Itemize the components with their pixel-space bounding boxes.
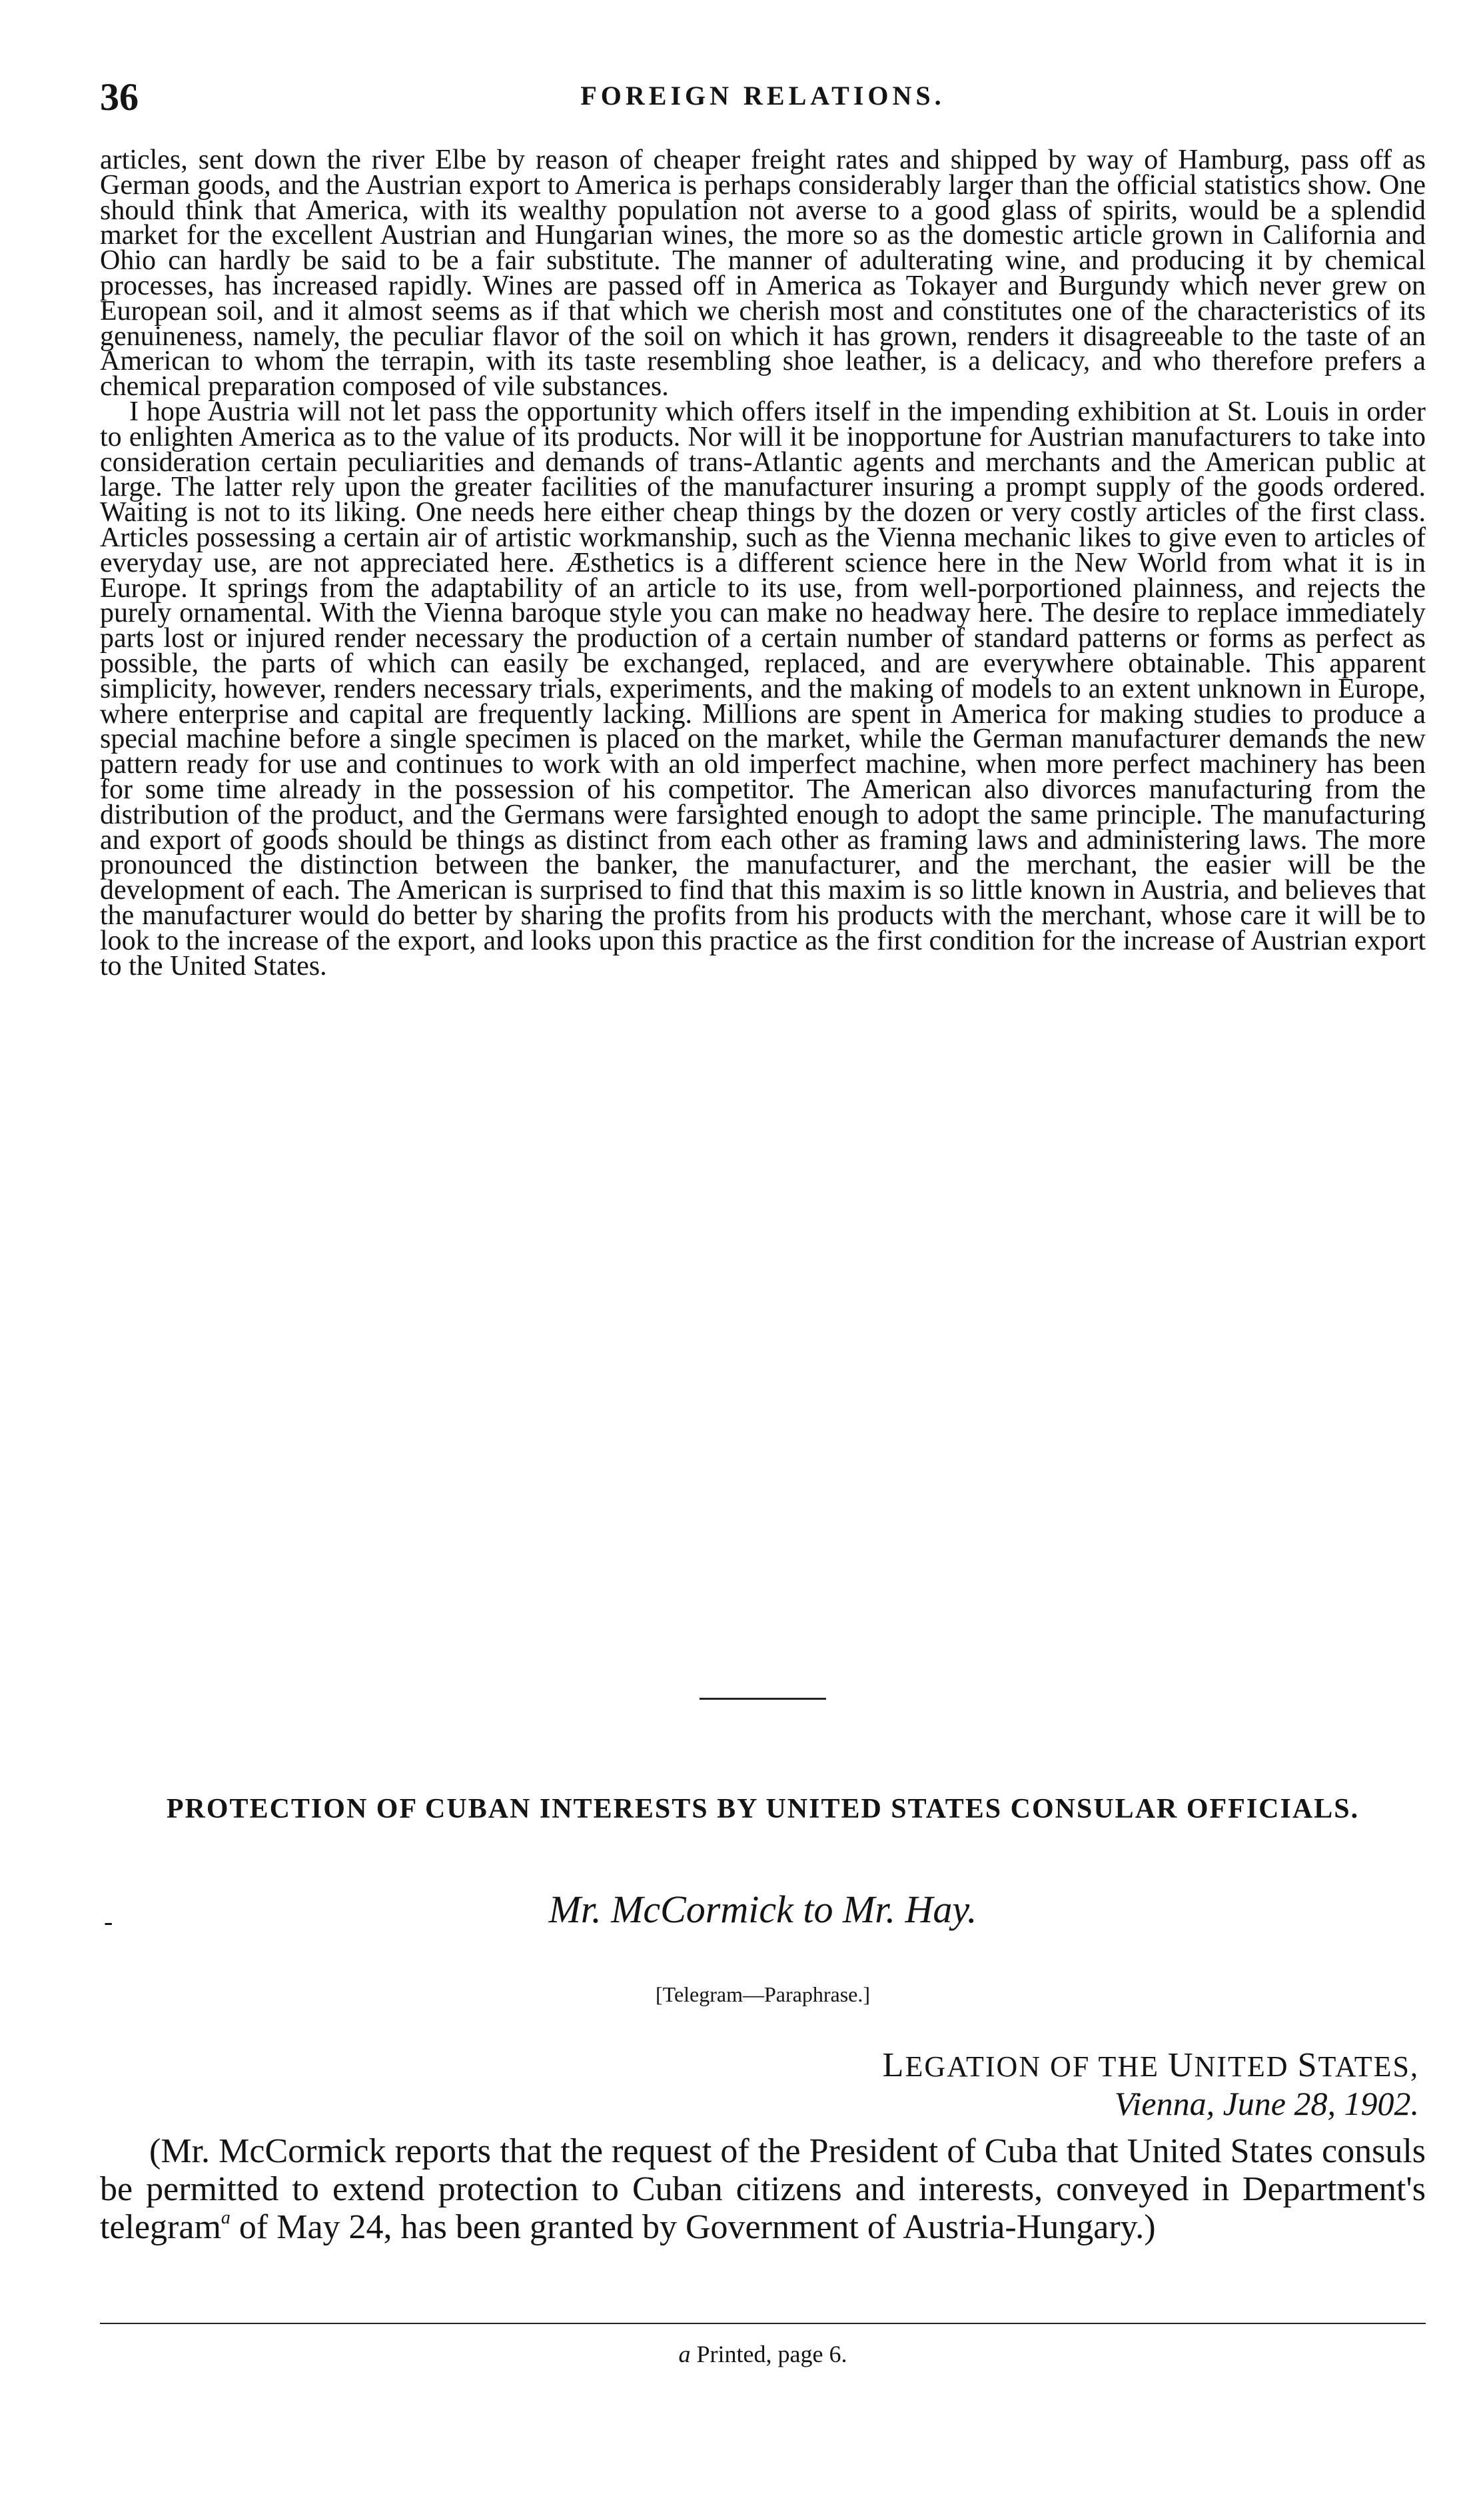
footnote-mark: a: [678, 2341, 691, 2367]
document-page: [100, 0, 1426, 2520]
document-type-note: [Telegram—Paraphrase.]: [655, 1982, 871, 2006]
body-paragraph-2: I hope Austria will not let pass the opportunity which offers itself in the impending exhibition at St. Louis in order to enlighten America as to the value of its products. Nor will it be inopportune for Austrian manufacturers to take into consideration certain peculiarities and demands of trans-Atlantic agents and merchants and the American public at large. The latter rely upon the greater facilities of the manufacturer insuring a prompt supply of the goods ordered. Waiting is not to its liking. One needs here either cheap things by the dozen or very costly articles of the first class. Articles possessing a certain air of artistic workmanship, such as the Vienna mechanic likes to give even to articles of everyday use, are not appreciated here. Æsthetics is a different science here in the New World from what it is in Europe. It springs from the adaptability of an article to its use, from well-porportioned plainness, and rejects the purely ornamental. With the Vienna baroque style you can make no headway here. The desire to replace immediately parts lost or injured render necessary the production of a certain number of standard patterns or forms as perfect as possible, the parts of which can easily be exchanged, replaced, and are everywhere obtainable. This apparent simplicity, however, renders necessary trials, experiments, and the making of models to an extent unknown in Europe, where enterprise and capital are frequently lacking. Millions are spent in America for making studies to produce a special machine before a single specimen is placed on the market, while the German manufacturer demands the new pattern ready for use and continues to work with an old imperfect machine, when more perfect machinery has been for some time already in the possession of his competitor. The American also divorces manufacturing from the distribution of the product, and the Germans were farsighted enough to adopt the same principle. The manufacturing and export of goods should be things as distinct from each other as framing laws and administering laws. The more pronounced the distinction between the banker, the manufacturer, and the merchant, the easier will be the development of each. The American is surprised to find that this maxim is so little known in Austria, and believes that the manufacturer would do better by sharing the profits from his products with the merchant, whose care it will be to look to the increase of the export, and looks upon this practice as the first condition for the increase of Austrian export to the United States.: [100, 396, 1426, 981]
section-divider: [700, 1698, 826, 1700]
correspondents-line: Mr. McCormick to Mr. Hay.: [548, 1888, 977, 1931]
sender-place-line: LEGATION OF THE UNITED STATES,: [882, 2046, 1419, 2084]
dateline: Vienna, June 28, 1902.: [1114, 2085, 1419, 2122]
section-heading: PROTECTION OF CUBAN INTERESTS BY UNITED STATES CONSULAR OFFICIALS.: [166, 1794, 1360, 1824]
running-head: [100, 75, 1426, 128]
page-number: 36: [100, 75, 139, 119]
body-paragraph-1: articles, sent down the river Elbe by reason of cheaper freight rates and shipped by way of Hamburg, pass off as German goods, and the Austrian export to America is perhaps considerably larger than the official statistics show. One should think that America, with its wealthy population not averse to a good glass of spirits, would be a splendid market for the excellent Austrian and Hungarian wines, the more so as the domestic article grown in California and Ohio can hardly be said to be a fair substitute. The manner of adulterating wine, and producing it by chemical processes, has increased rapidly. Wines are passed off in America as Tokayer and Burgundy which never grew on European soil, and it almost seems as if that which we cherish most and constitutes one of the characteristics of its genuineness, namely, the peculiar flavor of the soil on which it has grown, renders it disagreeable to the taste of an American to whom the terrapin, with its taste resembling shoe leather, is a delicacy, and who therefore prefers a chemical preparation composed of vile substances.: [100, 145, 1426, 402]
body-text: [100, 145, 1426, 981]
footnote-reference: a: [221, 2207, 231, 2228]
telegram-summary: (Mr. McCormick reports that the request of the President of Cuba that United States consuls be permitted to extend protection to Cuban citizens and interests, conveyed in Department's telegram$^a$ of May 24, has been granted by Government of Austria-Hungary.): [100, 2132, 1426, 2246]
footnote-rule: [100, 2323, 1426, 2324]
footnote-text: Printed, page 6.: [696, 2341, 847, 2367]
footnote: [100, 2340, 1426, 2368]
running-title: FOREIGN RELATIONS.: [580, 81, 945, 111]
margin-dash-mark: -: [104, 1906, 113, 1936]
